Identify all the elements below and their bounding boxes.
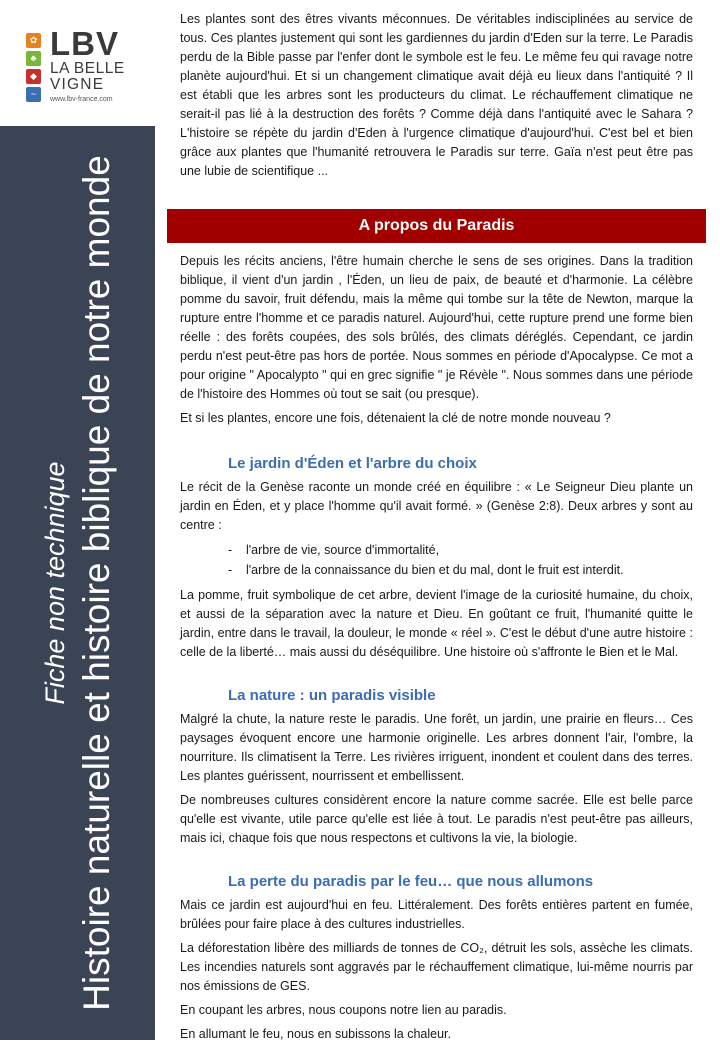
- logo-line1: LBV: [50, 25, 119, 62]
- fire-paragraph-3: En coupant les arbres, nous coupons notre lien au paradis.: [180, 1003, 507, 1017]
- bottle-icon: ◆: [26, 69, 41, 84]
- list-item: - l'arbre de vie, source d'immortalité,: [228, 540, 693, 560]
- logo-line2: LA BELLE: [50, 60, 125, 77]
- paradis-paragraph-1: Depuis les récits anciens, l'être humain cherche le sens de ses origines. Dans la tradition biblique, il vient d'un jardin , l'Éden, un lieu de paix, de beauté et d'harmonie. La célèbre pomme du savoir, fruit défendu, mais la même qui tombe sur la tête de Newton, marque la rupture entre l'homme et ce paradis naturel. Aujourd'hui, cette rupture prend une forme bien réelle : des forêts coupées, des sols brûlés, des climats déréglés. Cependant, ce jardin perdu n'est peut-être pas hors de portée. Nous sommes en période d'Apocalypse. Ce mot a pour origine " Apocalypto " qui en grec signifie " je Révèle ". Nous sommes dans une période de l'histoire des Hommes où tout se sait (ou presque).: [180, 254, 693, 401]
- fire-paragraph-1: Mais ce jardin est aujourd'hui en feu. Littéralement. Des forêts entières partent en fumée, brûlées pour faire place à des cultures industrielles.: [180, 898, 693, 931]
- main-content: [180, 10, 693, 1049]
- nature-heading: La nature : un paradis visible: [228, 687, 436, 704]
- sidebar: [0, 0, 155, 1040]
- fire-paragraph-4: En allumant le feu, nous en subissons la chaleur.: [180, 1027, 452, 1041]
- logo-url: www.lbv-france.com: [50, 96, 113, 103]
- logo-icon-grid: [26, 33, 46, 105]
- eden-paragraph-1: Le récit de la Genèse raconte un monde créé en équilibre : « Le Seigneur Dieu plante un jardin en Éden, et y place l'homme qu'il avait formé. » (Genèse 2:8). Deux arbres y sont au centre :: [180, 480, 693, 532]
- nature-paragraph-1: Malgré la chute, la nature reste le paradis. Une forêt, un jardin, une prairie en fleurs… Ces paysages évoquent encore une harmonie originelle. Les arbres donnent l'air, l'ombre, la nourriture. Ils climatisent la Terre. Les rivières irriguent, inondent et coulent dans des terres. Les plantes guérissent, nourrissent et embellissent.: [180, 712, 693, 783]
- section-banner: A propos du Paradis: [167, 209, 706, 243]
- eden-paragraph-2: La pomme, fruit symbolique de cet arbre, devient l'image de la curiosité humaine, du choix, et aussi de la séparation avec la nature et Dieu. En goûtant ce fruit, l'humanité quitte le jardin, entre dans le travail, la douleur, le monde « réel ». C'est le début d'une autre histoire : celle de la liberté… mais aussi du déséquilibre. Une histoire où s'affronte le Bien et le Mal.: [180, 588, 693, 659]
- nature-paragraph-2: De nombreuses cultures considèrent encore la nature comme sacrée. Elle est belle parce qu'elle est vivante, utile parce qu'elle est liée à tout. Le paradis n'est peut-être pas ailleurs, mais ici, chaque fois que nous respectons et cultivons la vie, la biologie.: [180, 793, 693, 845]
- eden-heading: Le jardin d'Éden et l'arbre du choix: [228, 455, 477, 472]
- tree-list: [228, 540, 693, 580]
- leaf-icon: ♣: [26, 51, 41, 66]
- logo-area: [0, 0, 155, 126]
- lbv-logo: [26, 25, 136, 109]
- vertical-title: [0, 126, 155, 1040]
- drop-icon: ~: [26, 87, 41, 102]
- document-title: Histoire naturelle et histoire biblique de notre monde: [76, 155, 117, 1011]
- paradis-paragraph-2: Et si les plantes, encore une fois, détenaient la clé de notre monde nouveau ?: [180, 411, 611, 425]
- document-subtitle: Fiche non technique: [40, 461, 70, 705]
- intro-paragraph: Les plantes sont des êtres vivants méconnues. De véritables indisciplinées au service de tous. Ces plantes justement qui sont les gardiennes du jardin d'Eden sur la terre. Le Paradis perdu de la Bible passe par l'enfer dont le symbole est le feu. Le même feu qui ravage notre planète aujourd'hui. Et si un changement climatique avait déjà eu lieux dans l'antiquité ? Il est établi que les arbres sont les producteurs du climat. Le réchauffement climatique ne serait-il pas lié à la destruction des forêts ? Comme déjà dans l'antiquité avec le Sahara ? L'histoire se répète du jardin d'Eden à l'urgence climatique d'aujourd'hui. C'est bel et bien grâce aux plantes que l'humanité retrouvera le Paradis sur terre. Gaïa n'est peut être pas une lubie de scientifique ...: [180, 12, 693, 178]
- fire-paragraph-2: La déforestation libère des milliards de tonnes de CO₂, détruit les sols, assèche les climats. Les incendies naturels sont aggravés par le réchauffement climatique, lui-même nourris par nos émissions de GES.: [180, 941, 693, 993]
- logo-line3: VIGNE: [50, 76, 105, 93]
- grape-icon: ✿: [26, 33, 41, 48]
- list-item: - l'arbre de la connaissance du bien et du mal, dont le fruit est interdit.: [228, 560, 693, 580]
- fire-heading: La perte du paradis par le feu… que nous allumons: [228, 873, 594, 890]
